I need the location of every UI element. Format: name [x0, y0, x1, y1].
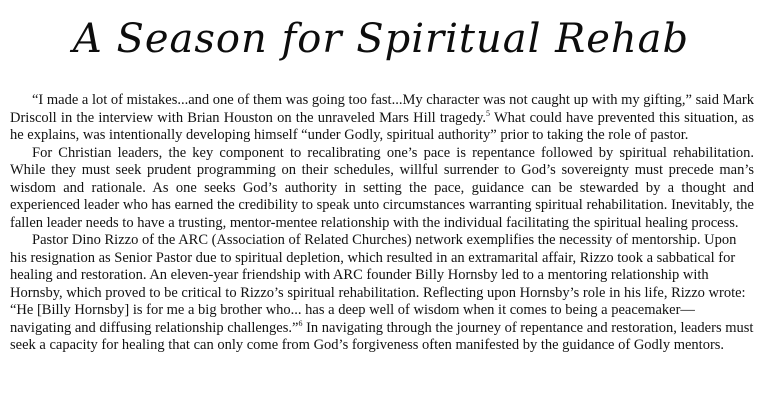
footnote-marker-5: 5 [486, 108, 491, 118]
footnote-marker-6: 6 [298, 318, 303, 328]
paragraph-3-text-continued: In navigating through the journey of repentance and restoration, leaders must seek a capacity for healing that can only come from God’s forgiveness often manifested by the guidance of Godly mentors. [10, 319, 754, 353]
paragraph-2 [10, 145, 754, 233]
paragraph-2-text: For Christian leaders, the key component to recalibrating one’s pace is repentance followed by spiritual rehabilitation. While they must seek prudent programming on their schedules, willful surrender to God’s sovereignty must precede man’s wisdom and rationale. As one seeks God’s authority in setting the pace, guidance can be stewarded by a thought and experienced leader who has earned the credibility to speak unto circumstances warranting spiritual rehabilitation. Inevitably, the fallen leader needs to have a trusting, mentor-mentee relationship with the individual facilitating the spiritual healing process. [10, 144, 754, 231]
paragraph-1-text-continued: What could have prevented this situation, as he explains, was intentionally developing himself “under Godly, spiritual authority” prior to taking the role of pastor. [10, 109, 754, 143]
article-body [10, 92, 754, 355]
paragraph-1-text: “I made a lot of mistakes...and one of them was going too fast...My character was not caught up with my gifting,” said Mark Driscoll in the interview with Brian Houston on the unraveled Mars Hill tragedy. [10, 92, 754, 126]
paragraph-3-text: Pastor Dino Rizzo of the ARC (Association of Related Churches) network exemplifies the necessity of mentorship. Upon his resignation as Senior Pastor due to spiritual depletion, which resulted in an extramarital affair, Rizzo took a sabbatical for healing and restoration. An eleven-year friendship with ARC founder Billy Hornsby led to a mentoring relationship with Hornsby, which proved to be critical to Rizzo’s spiritual rehabilitation. Reflecting upon Hornsby’s role in his life, Rizzo wrote: “He [Billy Hornsby] is for me a big brother who... has a deep well of wisdom when it comes to being a peacemaker—navigating and diffusing relationship challenges.” [10, 232, 746, 336]
paragraph-1 [10, 92, 754, 145]
page-title: A Season for Spiritual Rehab [72, 16, 690, 62]
paragraph-3 [10, 232, 754, 355]
title-banner [0, 6, 762, 76]
